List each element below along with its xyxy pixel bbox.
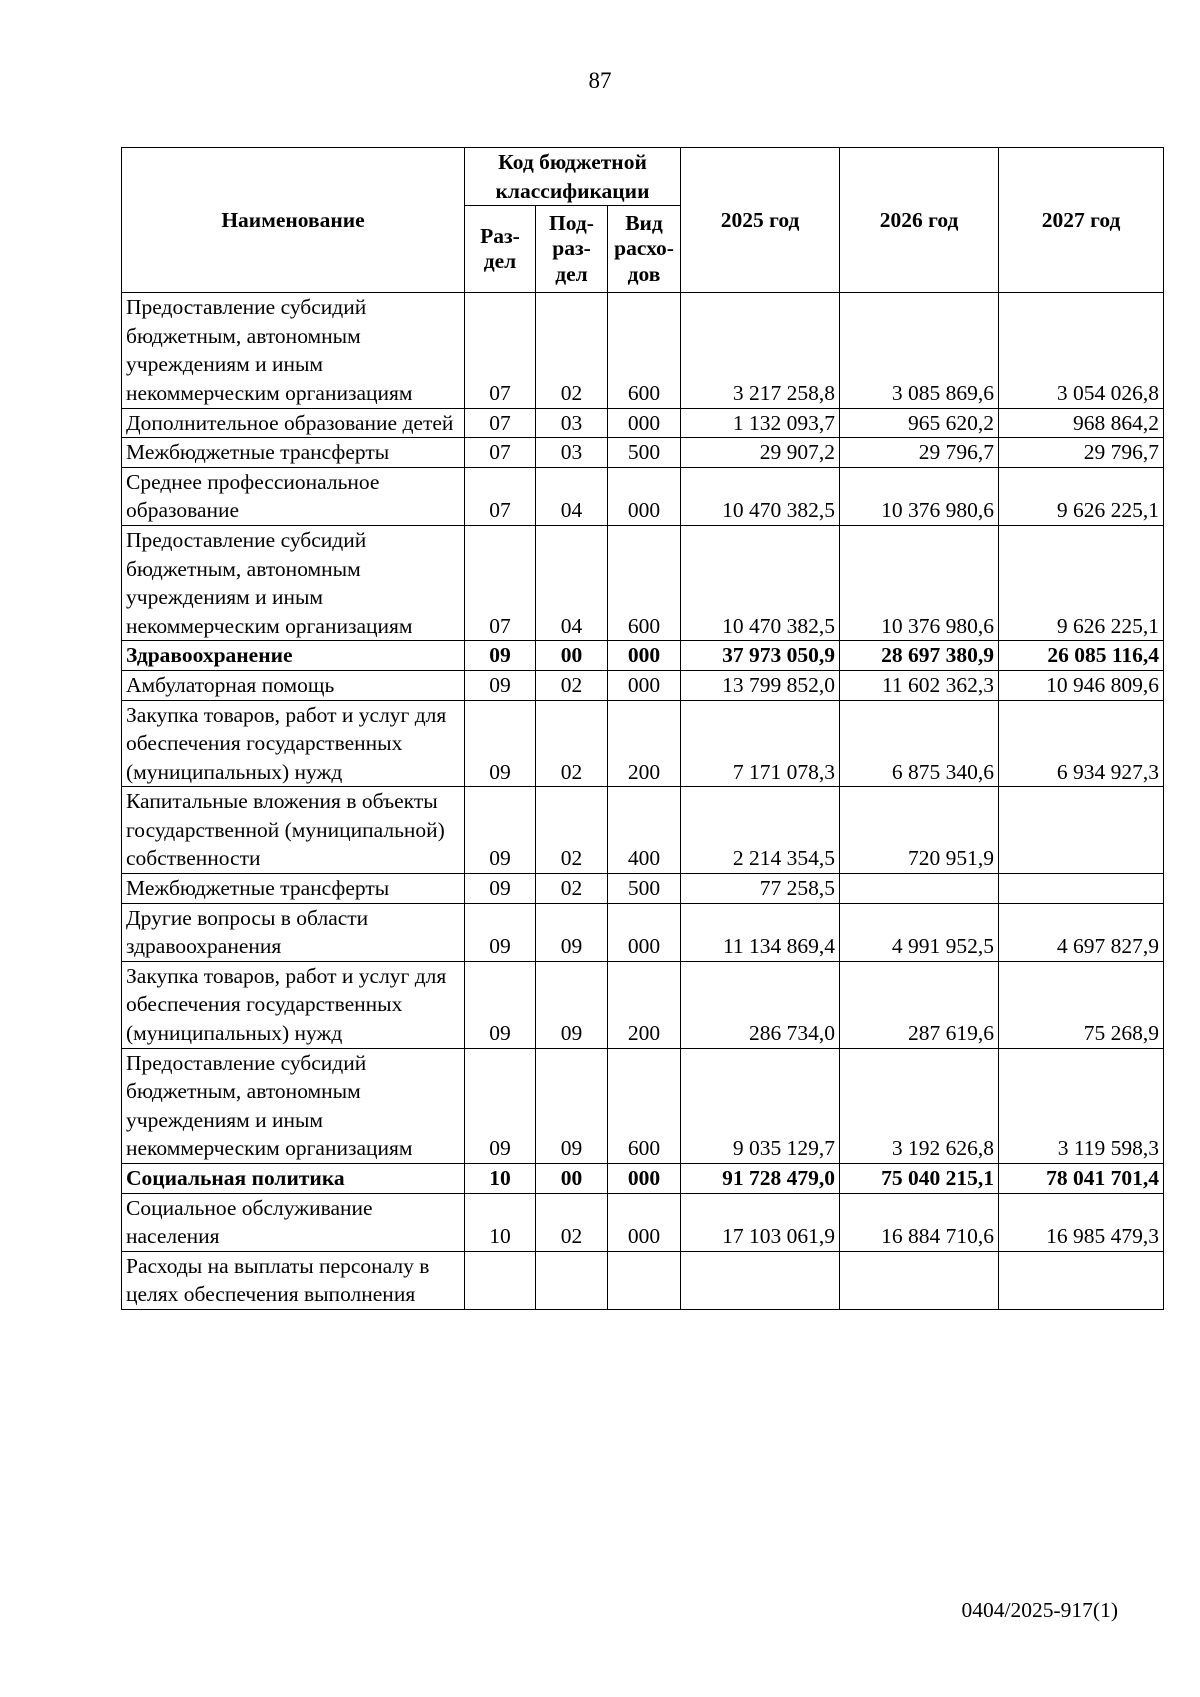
row-amount-2026: 10 376 980,6 (840, 525, 999, 640)
row-expense-type (608, 1251, 681, 1309)
table-row (122, 787, 1164, 874)
row-amount-2027 (999, 874, 1164, 904)
row-amount-2026: 16 884 710,6 (840, 1193, 999, 1251)
row-subsection: 03 (536, 438, 608, 468)
row-amount-2027 (999, 787, 1164, 874)
row-subsection: 03 (536, 408, 608, 438)
row-section (465, 1251, 536, 1309)
row-expense-type: 000 (608, 641, 681, 671)
row-amount-2026: 3 192 626,8 (840, 1048, 999, 1163)
table-row (122, 293, 1164, 408)
row-amount-2027: 968 864,2 (999, 408, 1164, 438)
table-body (122, 293, 1164, 1310)
table-row (122, 1048, 1164, 1163)
row-name: Межбюджетные трансферты (122, 438, 465, 468)
row-expense-type: 400 (608, 787, 681, 874)
row-amount-2027: 75 268,9 (999, 961, 1164, 1048)
row-expense-type: 500 (608, 874, 681, 904)
row-amount-2025: 7 171 078,3 (681, 700, 840, 787)
row-expense-type: 600 (608, 293, 681, 408)
row-amount-2025: 10 470 382,5 (681, 467, 840, 525)
row-amount-2026: 4 991 952,5 (840, 903, 999, 961)
row-section: 09 (465, 874, 536, 904)
row-section: 07 (465, 525, 536, 640)
row-section: 09 (465, 961, 536, 1048)
row-name: Социальное обслуживание населения (122, 1193, 465, 1251)
row-amount-2027: 3 054 026,8 (999, 293, 1164, 408)
row-subsection: 09 (536, 961, 608, 1048)
row-amount-2027: 3 119 598,3 (999, 1048, 1164, 1163)
row-subsection: 02 (536, 1193, 608, 1251)
row-expense-type: 500 (608, 438, 681, 468)
row-amount-2026: 11 602 362,3 (840, 670, 999, 700)
row-expense-type: 000 (608, 467, 681, 525)
row-section: 09 (465, 641, 536, 671)
header-expense-type: Вид расхо-дов (608, 206, 681, 293)
row-amount-2026 (840, 1251, 999, 1309)
row-subsection: 02 (536, 787, 608, 874)
row-section: 07 (465, 467, 536, 525)
row-amount-2025: 10 470 382,5 (681, 525, 840, 640)
row-expense-type: 000 (608, 670, 681, 700)
header-code-group: Код бюджетной классификации (465, 148, 681, 206)
row-amount-2027: 9 626 225,1 (999, 525, 1164, 640)
header-subsection: Под-раз-дел (536, 206, 608, 293)
row-expense-type: 200 (608, 961, 681, 1048)
row-name: Другие вопросы в области здравоохранения (122, 903, 465, 961)
row-amount-2025: 9 035 129,7 (681, 1048, 840, 1163)
row-amount-2027 (999, 1251, 1164, 1309)
row-name: Расходы на выплаты персоналу в целях обеспечения выполнения (122, 1251, 465, 1309)
row-name: Предоставление субсидий бюджетным, автономным учреждениям и иным некоммерческим организациям (122, 525, 465, 640)
row-section: 09 (465, 700, 536, 787)
row-expense-type: 000 (608, 408, 681, 438)
row-amount-2026: 287 619,6 (840, 961, 999, 1048)
row-amount-2027: 10 946 809,6 (999, 670, 1164, 700)
header-name: Наименование (122, 148, 465, 293)
row-subsection: 02 (536, 700, 608, 787)
row-name: Предоставление субсидий бюджетным, автономным учреждениям и иным некоммерческим организациям (122, 293, 465, 408)
row-section: 07 (465, 438, 536, 468)
row-subsection: 09 (536, 903, 608, 961)
table-row (122, 903, 1164, 961)
table-row (122, 700, 1164, 787)
row-amount-2027: 16 985 479,3 (999, 1193, 1164, 1251)
table-row (122, 874, 1164, 904)
row-name: Среднее профессиональное образование (122, 467, 465, 525)
row-section: 09 (465, 903, 536, 961)
row-amount-2027: 9 626 225,1 (999, 467, 1164, 525)
row-subsection: 00 (536, 641, 608, 671)
header-year-2026: 2026 год (840, 148, 999, 293)
row-amount-2027: 6 934 927,3 (999, 700, 1164, 787)
row-name: Предоставление субсидий бюджетным, автономным учреждениям и иным некоммерческим организациям (122, 1048, 465, 1163)
row-expense-type: 000 (608, 1164, 681, 1194)
row-subsection: 02 (536, 670, 608, 700)
row-section: 09 (465, 1048, 536, 1163)
table-row (122, 525, 1164, 640)
row-amount-2026 (840, 874, 999, 904)
row-amount-2026: 10 376 980,6 (840, 467, 999, 525)
row-expense-type: 600 (608, 1048, 681, 1163)
row-amount-2026: 6 875 340,6 (840, 700, 999, 787)
table-row (122, 438, 1164, 468)
row-section: 07 (465, 293, 536, 408)
table-row-total (122, 1164, 1164, 1194)
row-amount-2026: 965 620,2 (840, 408, 999, 438)
row-name: Межбюджетные трансферты (122, 874, 465, 904)
row-subsection: 02 (536, 293, 608, 408)
row-amount-2025: 13 799 852,0 (681, 670, 840, 700)
row-amount-2026: 29 796,7 (840, 438, 999, 468)
row-name: Капитальные вложения в объекты государственной (муниципальной) собственности (122, 787, 465, 874)
table-row-total (122, 641, 1164, 671)
table-header (122, 148, 1164, 293)
row-section: 07 (465, 408, 536, 438)
row-expense-type: 000 (608, 1193, 681, 1251)
row-amount-2027: 29 796,7 (999, 438, 1164, 468)
row-name: Закупка товаров, работ и услуг для обеспечения государственных (муниципальных) нужд (122, 700, 465, 787)
row-amount-2026: 28 697 380,9 (840, 641, 999, 671)
table-row (122, 1193, 1164, 1251)
row-amount-2025: 77 258,5 (681, 874, 840, 904)
row-name: Здравоохранение (122, 641, 465, 671)
budget-table (121, 147, 1164, 1310)
header-year-2025: 2025 год (681, 148, 840, 293)
row-amount-2025: 3 217 258,8 (681, 293, 840, 408)
header-section: Раз-дел (465, 206, 536, 293)
row-amount-2025: 37 973 050,9 (681, 641, 840, 671)
row-amount-2025: 2 214 354,5 (681, 787, 840, 874)
row-amount-2025: 29 907,2 (681, 438, 840, 468)
row-subsection: 00 (536, 1164, 608, 1194)
row-expense-type: 000 (608, 903, 681, 961)
table-row (122, 670, 1164, 700)
row-subsection (536, 1251, 608, 1309)
row-amount-2025: 286 734,0 (681, 961, 840, 1048)
row-section: 09 (465, 670, 536, 700)
row-name: Амбулаторная помощь (122, 670, 465, 700)
table-row (122, 408, 1164, 438)
header-year-2027: 2027 год (999, 148, 1164, 293)
row-amount-2025: 17 103 061,9 (681, 1193, 840, 1251)
row-name: Закупка товаров, работ и услуг для обеспечения государственных (муниципальных) нужд (122, 961, 465, 1048)
row-name: Дополнительное образование детей (122, 408, 465, 438)
row-name: Социальная политика (122, 1164, 465, 1194)
table-row (122, 1251, 1164, 1309)
row-amount-2025: 1 132 093,7 (681, 408, 840, 438)
row-expense-type: 600 (608, 525, 681, 640)
row-amount-2025: 91 728 479,0 (681, 1164, 840, 1194)
row-amount-2025 (681, 1251, 840, 1309)
row-section: 10 (465, 1193, 536, 1251)
row-section: 09 (465, 787, 536, 874)
row-amount-2026: 75 040 215,1 (840, 1164, 999, 1194)
row-amount-2027: 26 085 116,4 (999, 641, 1164, 671)
row-subsection: 02 (536, 874, 608, 904)
row-section: 10 (465, 1164, 536, 1194)
row-subsection: 04 (536, 525, 608, 640)
row-subsection: 04 (536, 467, 608, 525)
page-number: 87 (588, 68, 612, 93)
table-row (122, 961, 1164, 1048)
document-code: 0404/2025-917(1) (961, 1598, 1118, 1622)
row-amount-2027: 78 041 701,4 (999, 1164, 1164, 1194)
row-amount-2026: 3 085 869,6 (840, 293, 999, 408)
row-amount-2026: 720 951,9 (840, 787, 999, 874)
row-subsection: 09 (536, 1048, 608, 1163)
row-amount-2027: 4 697 827,9 (999, 903, 1164, 961)
row-expense-type: 200 (608, 700, 681, 787)
row-amount-2025: 11 134 869,4 (681, 903, 840, 961)
table-row (122, 467, 1164, 525)
